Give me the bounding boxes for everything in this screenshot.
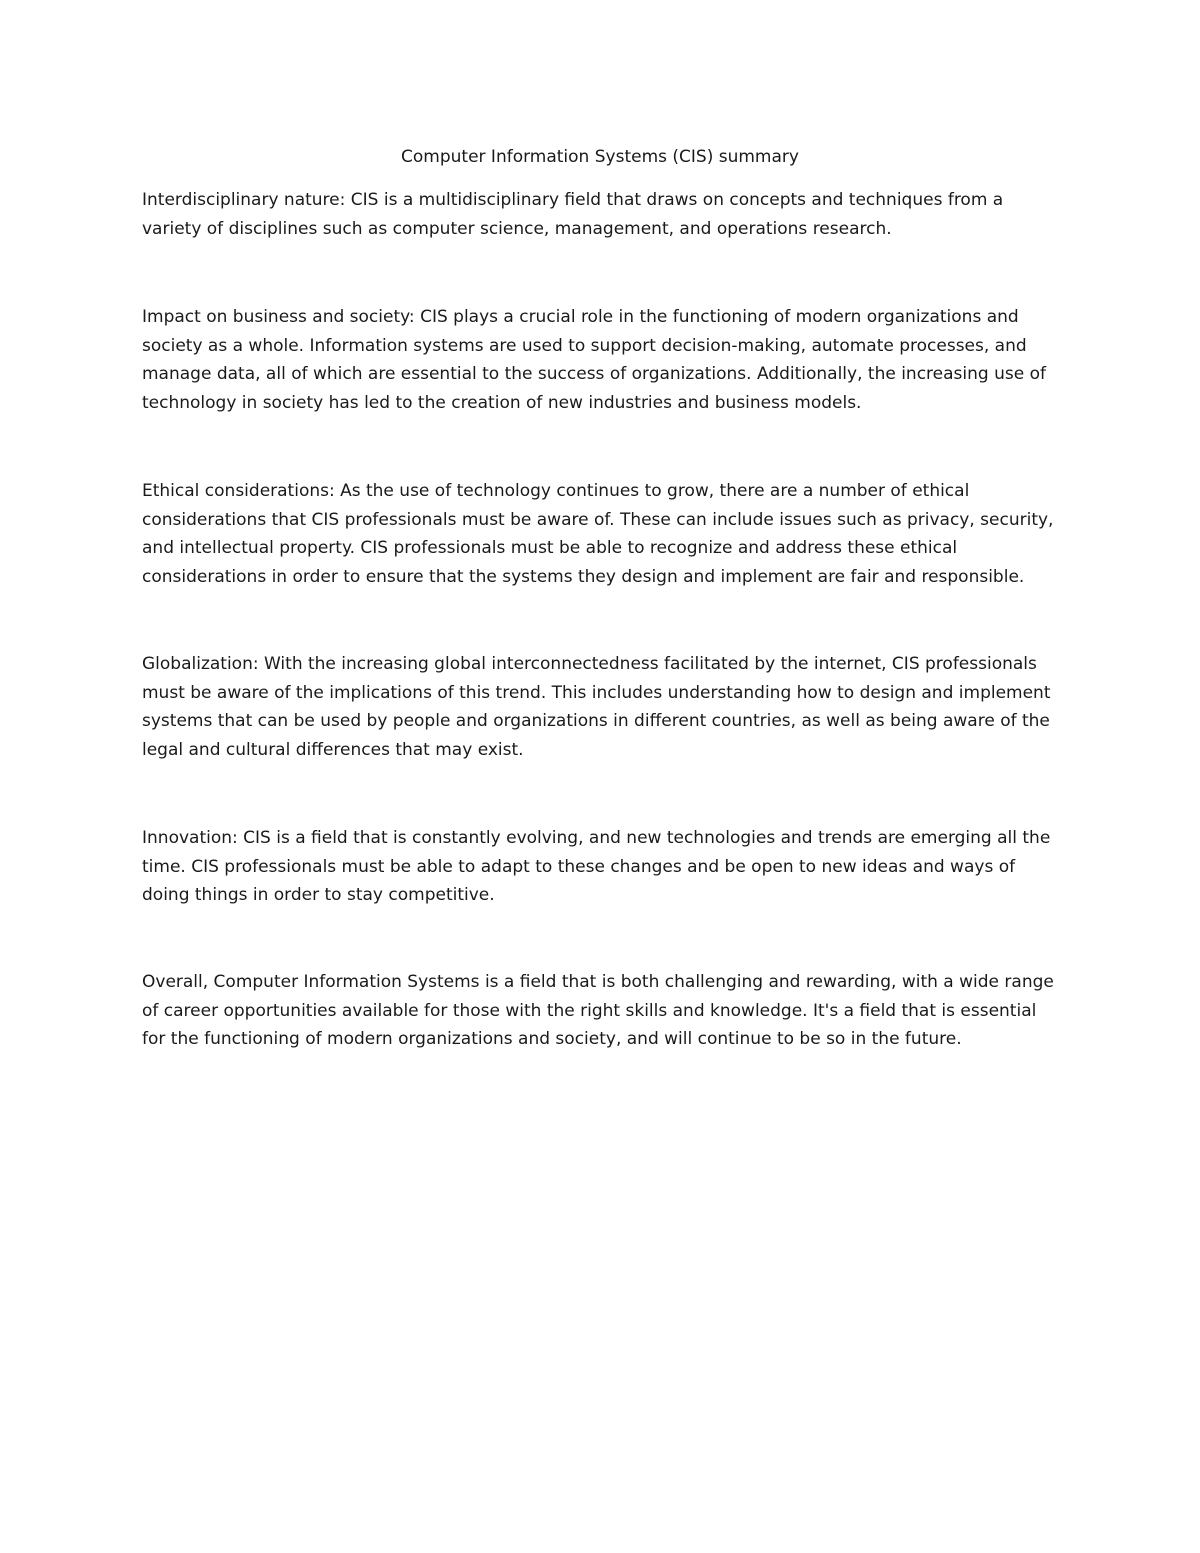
paragraph-interdisciplinary-nature: Interdisciplinary nature: CIS is a multidisciplinary field that draws on concepts and techniques from a variety of disciplines such as computer science, management, and operations research. <box>142 190 1004 239</box>
document-title: Computer Information Systems (CIS) summary <box>401 147 799 167</box>
paragraph-globalization: Globalization: With the increasing global interconnectedness facilitated by the internet, CIS professionals must be aware of the implications of this trend. This includes understanding how to design and implement systems that can be used by people and organizations in different countries, as well as being aware of the legal and cultural differences that may exist. <box>142 654 1051 760</box>
paragraph-innovation: Innovation: CIS is a field that is constantly evolving, and new technologies and trends are emerging all the time. CIS professionals must be able to adapt to these changes and be open to new ideas and ways of doing things in order to stay competitive. <box>142 828 1051 906</box>
paragraph-impact-on-business: Impact on business and society: CIS plays a crucial role in the functioning of modern organizations and society as a whole. Information systems are used to support decision-making, automate processes, and manage data, all of which are essential to the success of organizations. Additionally, the increasing use of technology in society has led to the creation of new industries and business models. <box>142 307 1046 413</box>
paragraph-overall: Overall, Computer Information Systems is a field that is both challenging and rewarding, with a wide range of career opportunities available for those with the right skills and knowledge. It's a field that is essential for the functioning of modern organizations and society, and will continue to be so in the future. <box>142 972 1054 1050</box>
paragraph-ethical-considerations: Ethical considerations: As the use of technology continues to grow, there are a number of ethical considerations that CIS professionals must be aware of. These can include issues such as privacy, security, and intellectual property. CIS professionals must be able to recognize and address these ethical considerations in order to ensure that the systems they design and implement are fair and responsible. <box>142 481 1054 587</box>
